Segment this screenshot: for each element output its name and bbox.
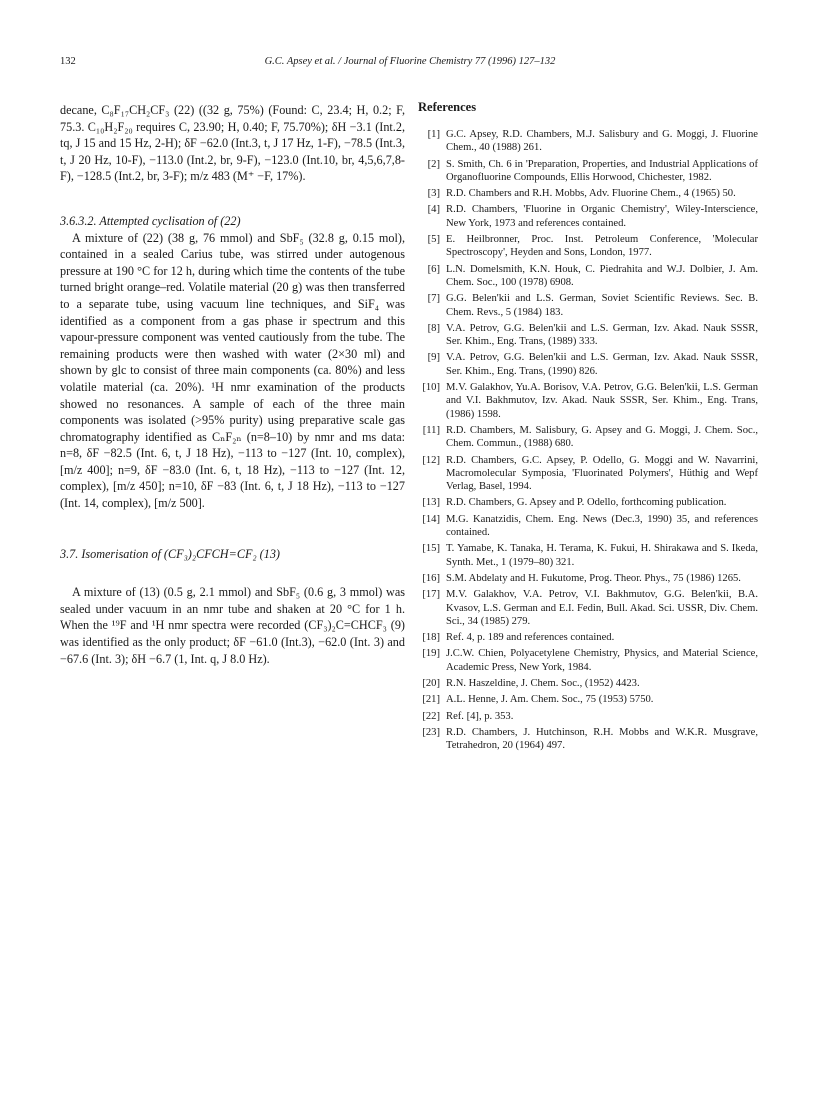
reference-item	[418, 381, 758, 421]
reference-text: T. Yamabe, K. Tanaka, H. Terama, K. Fukui, H. Shirakawa and S. Ikeda, Synth. Met., 1 (1979–80) 321.	[446, 543, 758, 568]
reference-number: [22]	[422, 710, 440, 722]
paragraph-compound-22-data: decane, C₈F₁₇CH₂CF₃ (22) ((32 g, 75%) (Found: C, 23.4; H, 0.2; F, 75.3. C₁₀H₂F₂₀ requires C, 23.90; H, 0.40; F, 75.70%); δH −3.1 (Int.2, tq, J 15 and 15 Hz, 2-H); δF −62.0 (Int.3, t, J 17 Hz, 1-F), −78.5 (Int.3, t, J 20 Hz, 10-F), −113.0 (Int.2, br, 9-F), −123.0 (Int.10, br, 4,5,6,7,8-F), −128.5 (Int.2, br, 3-F); m/z 483 (M⁺ −F, 17%).	[60, 103, 405, 184]
references-column	[418, 100, 758, 755]
reference-text: M.V. Galakhov, V.A. Petrov, V.I. Bakhmutov, G.G. Belen'kii, B.A. Kvasov, L.S. German and E.I. Fedin, Bull. Akad. Sci. USSR, Div. Chem. Sci., 34 (1985) 279.	[446, 589, 758, 627]
reference-number: [14]	[422, 513, 440, 525]
section-heading-isomerisation: 3.7. Isomerisation of (CF₃)₂CFCH=CF₂ (13)	[60, 546, 280, 561]
reference-text: M.V. Galakhov, Yu.A. Borisov, V.A. Petrov, G.G. Belen'kii, L.S. German and V.I. Bakhmutov, Izv. Akad. Nauk SSSR, Ser. Khim., Eng. Trans, (1986) 1598.	[446, 382, 758, 420]
reference-item	[418, 513, 758, 540]
left-column	[60, 102, 405, 667]
reference-number: [12]	[422, 454, 440, 466]
reference-text: J.C.W. Chien, Polyacetylene Chemistry, Physics, and Material Science, Academic Press, New York, 1984.	[446, 648, 758, 673]
reference-number: [1]	[427, 129, 440, 140]
reference-item	[418, 677, 758, 690]
reference-item	[418, 233, 758, 260]
reference-number: [7]	[427, 293, 440, 305]
reference-item	[418, 647, 758, 674]
reference-item	[418, 203, 758, 230]
reference-number: [10]	[422, 382, 440, 394]
reference-text: R.D. Chambers, G. Apsey and P. Odello, forthcoming publication.	[446, 497, 727, 509]
reference-number: [9]	[427, 352, 440, 364]
reference-text: V.A. Petrov, G.G. Belen'kii and L.S. German, Izv. Akad. Nauk SSSR, Ser. Khim., Eng. Trans, (1990) 826.	[446, 352, 758, 377]
reference-item	[418, 631, 758, 644]
reference-number: [15]	[422, 543, 440, 555]
reference-item	[418, 496, 758, 509]
reference-number: [20]	[422, 677, 440, 689]
reference-number: [23]	[422, 726, 440, 738]
reference-number: [19]	[422, 648, 440, 660]
reference-number: [13]	[422, 497, 440, 509]
reference-item	[418, 322, 758, 349]
reference-item	[418, 292, 758, 319]
reference-item	[418, 187, 758, 200]
reference-number: [18]	[422, 632, 440, 644]
reference-text: R.D. Chambers, M. Salisbury, G. Apsey and G. Moggi, J. Chem. Soc., Chem. Commun., (1988) 680.	[446, 424, 758, 450]
reference-number: [5]	[427, 234, 440, 246]
section-heading-cyclisation: 3.6.3.2. Attempted cyclisation of (22)	[60, 213, 241, 228]
paragraph-cyclisation: A mixture of (22) (38 g, 76 mmol) and SbF₅ (32.8 g, 0.15 mol), contained in a sealed Carius tube, was stirred under autogenous pressure at 190 °C for 12 h, during which time the contents of the tube turned bright orange–red. Volatile material (20 g) was then transferred to a separate tube, using vacuum line techniques, and SiF₄ was identified as a component from a gas phase ir spectrum and this vapour-pressure component was vented cautiously from the tube. The remaining products were then washed with water (2×30 ml) and shown by glc to consist of three main components (ca. 80%) and less volatile material (ca. 20%). ¹H nmr examination of the products showed no resonances. A sample of each of the three main components was isolated (>95% purity) using preparative scale gas chromatography identified as CₙF₂ₙ (n=8–10) by nmr and ms data: n=8, δF −82.5 (Int. 6, t, J 18 Hz), −113 to −127 (Int. 10, complex), [m/z 400]; n=9, δF −83.0 (Int. 6, t, 18 Hz), −113 to −127 (Int. 12, complex), [m/z 450]; n=10, δF −83 (Int. 6, t, J 18 Hz), −113 to −127 (Int. 14, complex), [m/z 500].	[60, 230, 405, 511]
reference-text: S.M. Abdelaty and H. Fukutome, Prog. Theor. Phys., 75 (1986) 1265.	[446, 572, 741, 584]
reference-text: M.G. Kanatzidis, Chem. Eng. News (Dec.3, 1990) 35, and references contained.	[446, 513, 758, 539]
reference-number: [2]	[427, 158, 440, 170]
reference-number: [4]	[427, 204, 440, 216]
reference-item	[418, 424, 758, 451]
reference-item	[418, 128, 758, 155]
reference-item	[418, 572, 758, 585]
reference-text: V.A. Petrov, G.G. Belen'kii and L.S. German, Izv. Akad. Nauk SSSR, Ser. Khim., Eng. Trans, (1989) 333.	[446, 322, 758, 348]
reference-text: L.N. Domelsmith, K.N. Houk, C. Piedrahita and W.J. Dolbier, J. Am. Chem. Soc., 100 (1978) 6908.	[446, 263, 758, 288]
references-heading: References	[418, 100, 477, 114]
paragraph-isomerisation: A mixture of (13) (0.5 g, 2.1 mmol) and SbF₅ (0.6 g, 3 mmol) was sealed under vacuum in an nmr tube and shaken at 20 °C for 1 h. When the ¹⁹F and ¹H nmr spectra were recorded (CF₃)₂C=CHCF₃ (9) was identified as the only product; δF −61.0 (Int.3), −62.0 (Int. 3) and −67.6 (Int. 3); δH −6.7 (1, Int. q, J 8.0 Hz).	[60, 585, 405, 666]
reference-item	[418, 588, 758, 628]
reference-item	[418, 542, 758, 569]
reference-number: [21]	[422, 694, 440, 706]
reference-text: R.D. Chambers and R.H. Mobbs, Adv. Fluorine Chem., 4 (1965) 50.	[446, 188, 736, 200]
reference-item	[418, 351, 758, 378]
reference-text: R.D. Chambers, G.C. Apsey, P. Odello, G. Moggi and W. Navarrini, Macromolecular Symposia, 'Fluorinated Polymers', Hüthig and Wepf Verlag, Basel, 1994.	[446, 454, 758, 493]
reference-item	[418, 726, 758, 753]
reference-number: [16]	[422, 572, 440, 584]
reference-text: S. Smith, Ch. 6 in 'Preparation, Properties, and Industrial Applications of Organofluorine Compounds, Ellis Horwood, Chichester, 1982.	[446, 158, 758, 183]
reference-number: [11]	[422, 424, 440, 436]
running-header	[60, 56, 760, 72]
reference-number: [17]	[422, 589, 440, 601]
reference-item	[418, 710, 758, 723]
page-number: 132	[60, 56, 76, 67]
reference-list	[418, 128, 758, 752]
reference-text: R.D. Chambers, J. Hutchinson, R.H. Mobbs and W.K.R. Musgrave, Tetrahedron, 20 (1964) 497.	[446, 726, 758, 752]
reference-item	[418, 158, 758, 185]
reference-item	[418, 263, 758, 290]
reference-number: [8]	[427, 322, 440, 334]
reference-text: G.C. Apsey, R.D. Chambers, M.J. Salisbury and G. Moggi, J. Fluorine Chem., 40 (1988) 261.	[446, 129, 758, 154]
reference-text: R.N. Haszeldine, J. Chem. Soc., (1952) 4423.	[446, 677, 640, 689]
reference-item	[418, 454, 758, 494]
running-title: G.C. Apsey et al. / Journal of Fluorine Chemistry 77 (1996) 127–132	[264, 56, 556, 67]
reference-item	[418, 693, 758, 706]
reference-text: Ref. [4], p. 353.	[446, 710, 514, 722]
reference-number: [3]	[427, 188, 440, 200]
reference-text: G.G. Belen'kii and L.S. German, Soviet Scientific Reviews. Sec. B. Chem. Revs., 5 (1984) 183.	[446, 293, 758, 318]
reference-text: A.L. Henne, J. Am. Chem. Soc., 75 (1953) 5750.	[446, 694, 654, 706]
reference-number: [6]	[427, 263, 440, 275]
reference-text: Ref. 4, p. 189 and references contained.	[446, 632, 615, 644]
reference-text: R.D. Chambers, 'Fluorine in Organic Chemistry', Wiley-Interscience, New York, 1973 and references contained.	[446, 204, 758, 229]
reference-text: E. Heilbronner, Proc. Inst. Petroleum Conference, 'Molecular Spectroscopy', Heyden and Sons, London, 1977.	[446, 234, 758, 259]
